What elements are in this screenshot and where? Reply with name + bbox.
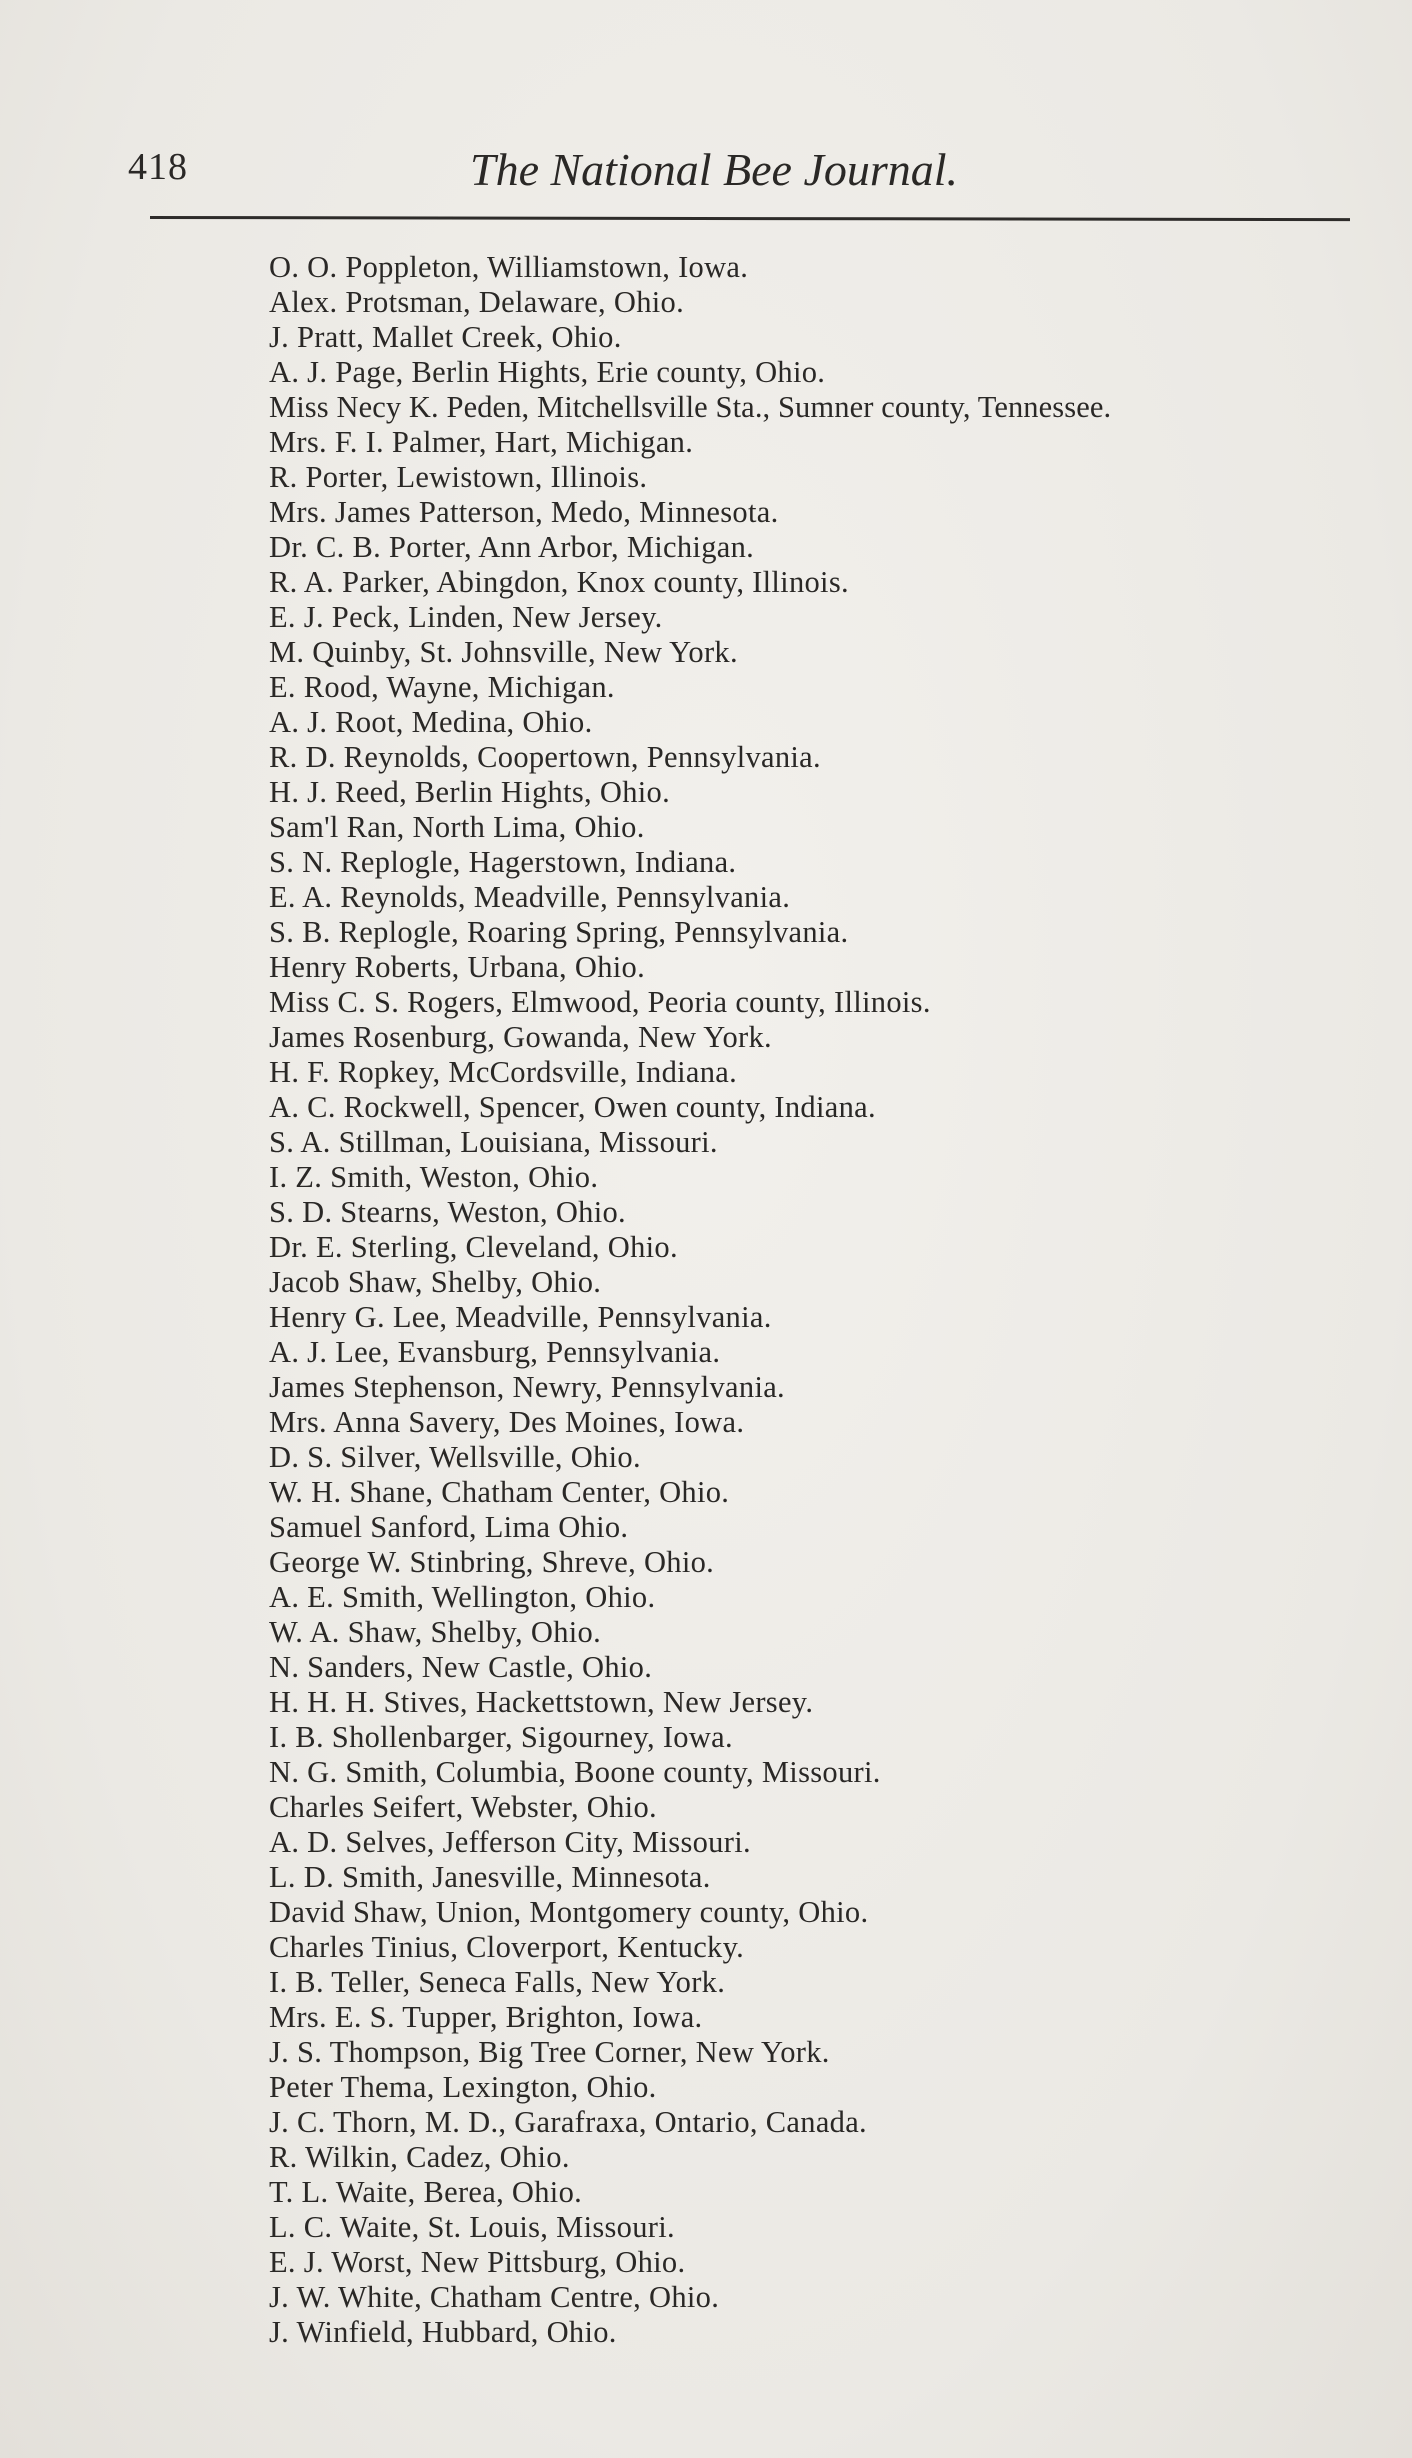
list-item: R. A. Parker, Abingdon, Knox county, Illinois. bbox=[269, 565, 849, 599]
journal-title: The National Bee Journal. bbox=[470, 144, 959, 195]
list-item: J. W. White, Chatham Centre, Ohio. bbox=[269, 2280, 720, 2314]
list-item: Dr. E. Sterling, Cleveland, Ohio. bbox=[269, 1230, 678, 1264]
list-item: A. J. Page, Berlin Hights, Erie county, Ohio. bbox=[269, 355, 826, 389]
list-item: E. Rood, Wayne, Michigan. bbox=[269, 670, 615, 704]
list-item: L. C. Waite, St. Louis, Missouri. bbox=[269, 2210, 675, 2244]
list-item: J. Pratt, Mallet Creek, Ohio. bbox=[269, 320, 622, 354]
list-item: George W. Stinbring, Shreve, Ohio. bbox=[269, 1545, 715, 1579]
list-item: S. N. Replogle, Hagerstown, Indiana. bbox=[269, 845, 737, 879]
list-item: H. F. Ropkey, McCordsville, Indiana. bbox=[269, 1055, 738, 1089]
list-item: Sam'l Ran, North Lima, Ohio. bbox=[269, 810, 645, 844]
list-item: Alex. Protsman, Delaware, Ohio. bbox=[269, 285, 685, 319]
list-item: S. D. Stearns, Weston, Ohio. bbox=[269, 1195, 626, 1229]
list-item: Dr. C. B. Porter, Ann Arbor, Michigan. bbox=[269, 530, 755, 564]
list-item: S. B. Replogle, Roaring Spring, Pennsylvania. bbox=[269, 915, 849, 949]
list-item: R. Porter, Lewistown, Illinois. bbox=[269, 460, 648, 494]
list-item: J. Winfield, Hubbard, Ohio. bbox=[269, 2315, 617, 2349]
list-item: Charles Tinius, Cloverport, Kentucky. bbox=[269, 1930, 745, 1964]
list-item: N. G. Smith, Columbia, Boone county, Missouri. bbox=[269, 1755, 881, 1789]
list-item: W. H. Shane, Chatham Center, Ohio. bbox=[269, 1475, 730, 1509]
list-item: Miss C. S. Rogers, Elmwood, Peoria county, Illinois. bbox=[269, 985, 931, 1019]
list-item: R. D. Reynolds, Coopertown, Pennsylvania. bbox=[269, 740, 821, 774]
list-item: E. J. Worst, New Pittsburg, Ohio. bbox=[269, 2245, 686, 2279]
list-item: R. Wilkin, Cadez, Ohio. bbox=[269, 2140, 570, 2174]
list-item: A. E. Smith, Wellington, Ohio. bbox=[269, 1580, 656, 1614]
page-number: 418 bbox=[128, 146, 188, 188]
list-item: A. D. Selves, Jefferson City, Missouri. bbox=[269, 1825, 751, 1859]
list-item: J. S. Thompson, Big Tree Corner, New York. bbox=[269, 2035, 830, 2069]
list-item: H. H. H. Stives, Hackettstown, New Jersey. bbox=[269, 1685, 814, 1719]
list-item: M. Quinby, St. Johnsville, New York. bbox=[269, 635, 738, 669]
list-item: Mrs. Anna Savery, Des Moines, Iowa. bbox=[269, 1405, 745, 1439]
list-item: L. D. Smith, Janesville, Minnesota. bbox=[269, 1860, 711, 1894]
page-header bbox=[120, 135, 1360, 205]
list-item: David Shaw, Union, Montgomery county, Ohio. bbox=[269, 1895, 869, 1929]
list-item: I. B. Shollenbarger, Sigourney, Iowa. bbox=[269, 1720, 733, 1754]
list-item: T. L. Waite, Berea, Ohio. bbox=[269, 2175, 583, 2209]
list-item: I. Z. Smith, Weston, Ohio. bbox=[269, 1160, 599, 1194]
list-item: A. J. Lee, Evansburg, Pennsylvania. bbox=[269, 1335, 721, 1369]
list-item: Jacob Shaw, Shelby, Ohio. bbox=[269, 1265, 602, 1299]
list-item: James Rosenburg, Gowanda, New York. bbox=[269, 1020, 772, 1054]
list-item: A. J. Root, Medina, Ohio. bbox=[269, 705, 593, 739]
subscriber-list bbox=[269, 250, 1111, 2350]
list-item: Mrs. James Patterson, Medo, Minnesota. bbox=[269, 495, 779, 529]
list-item: N. Sanders, New Castle, Ohio. bbox=[269, 1650, 653, 1684]
list-item: H. J. Reed, Berlin Hights, Ohio. bbox=[269, 775, 670, 809]
list-item: W. A. Shaw, Shelby, Ohio. bbox=[269, 1615, 601, 1649]
list-item: James Stephenson, Newry, Pennsylvania. bbox=[269, 1370, 785, 1404]
list-item: Samuel Sanford, Lima Ohio. bbox=[269, 1510, 629, 1544]
list-item: Peter Thema, Lexington, Ohio. bbox=[269, 2070, 657, 2104]
list-item: I. B. Teller, Seneca Falls, New York. bbox=[269, 1965, 726, 1999]
list-item: E. J. Peck, Linden, New Jersey. bbox=[269, 600, 663, 634]
list-item: Henry G. Lee, Meadville, Pennsylvania. bbox=[269, 1300, 772, 1334]
header-rule bbox=[150, 216, 1350, 221]
list-item: E. A. Reynolds, Meadville, Pennsylvania. bbox=[269, 880, 791, 914]
list-item: Charles Seifert, Webster, Ohio. bbox=[269, 1790, 657, 1824]
list-item: Henry Roberts, Urbana, Ohio. bbox=[269, 950, 646, 984]
list-item: Mrs. E. S. Tupper, Brighton, Iowa. bbox=[269, 2000, 703, 2034]
list-item: J. C. Thorn, M. D., Garafraxa, Ontario, Canada. bbox=[269, 2105, 867, 2139]
list-item: O. O. Poppleton, Williamstown, Iowa. bbox=[269, 250, 749, 284]
list-item: D. S. Silver, Wellsville, Ohio. bbox=[269, 1440, 641, 1474]
list-item: S. A. Stillman, Louisiana, Missouri. bbox=[269, 1125, 718, 1159]
list-item: Miss Necy K. Peden, Mitchellsville Sta., Sumner county, Tennessee. bbox=[269, 390, 1112, 424]
list-item: A. C. Rockwell, Spencer, Owen county, Indiana. bbox=[269, 1090, 876, 1124]
list-item: Mrs. F. I. Palmer, Hart, Michigan. bbox=[269, 425, 694, 459]
